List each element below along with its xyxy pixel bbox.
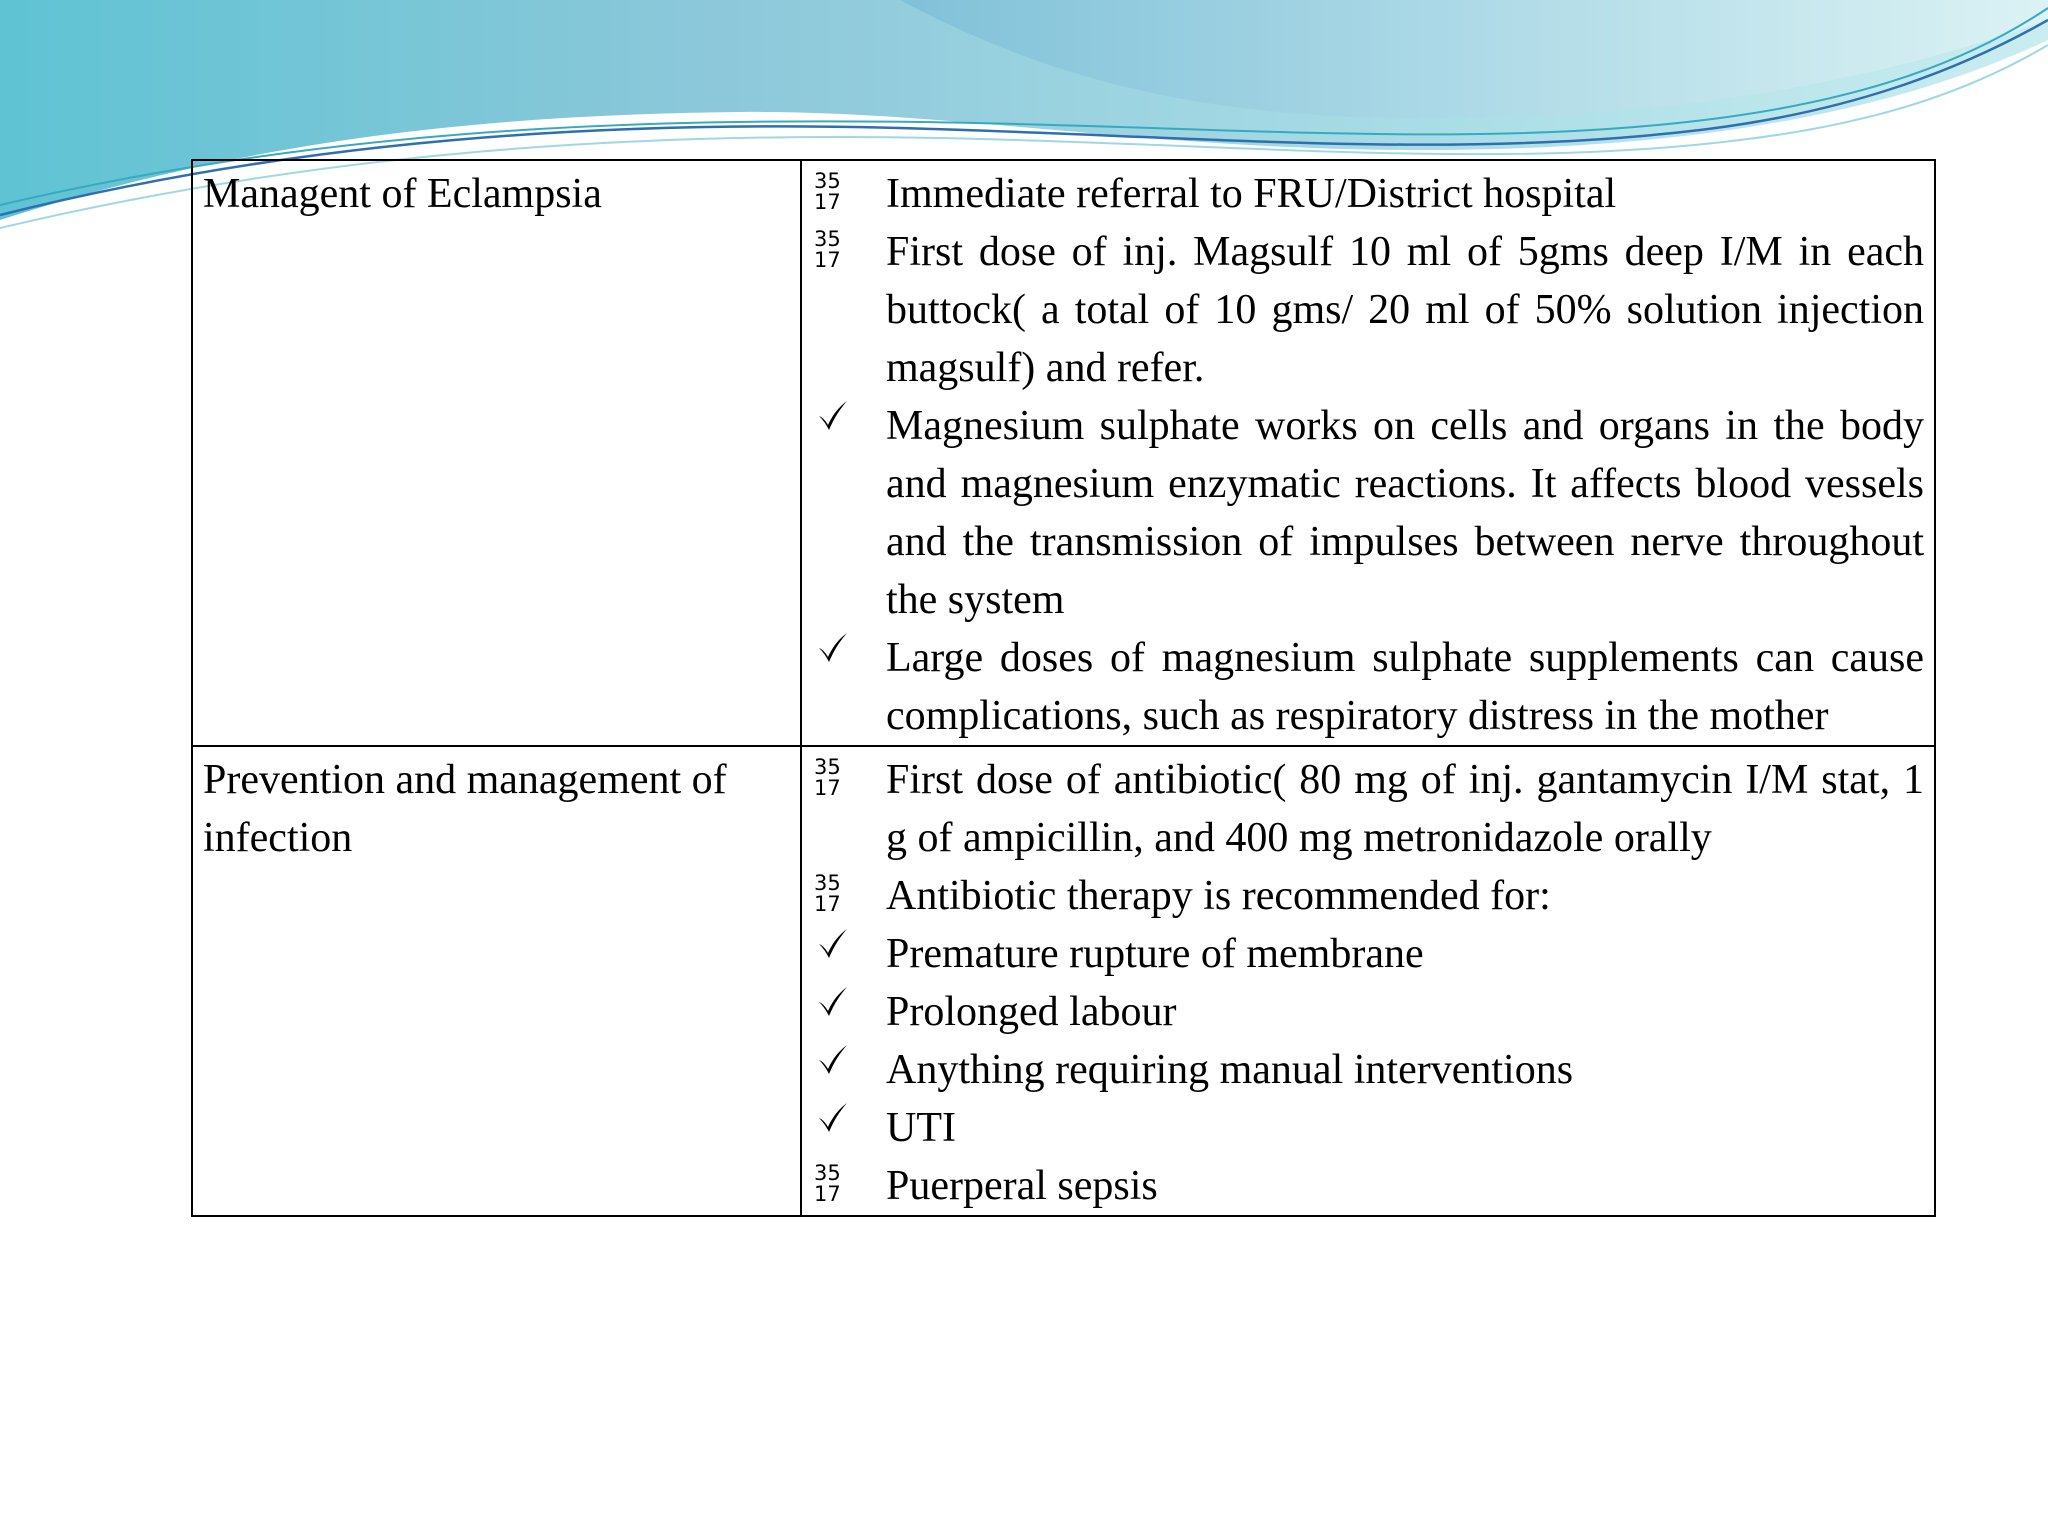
bullet-code-top: 35	[814, 1161, 841, 1185]
list-item	[812, 1157, 1924, 1215]
code-icon	[812, 165, 886, 223]
row-label-cell	[192, 160, 801, 746]
bullet-code-bottom: 17	[814, 1182, 841, 1206]
bullet-code-top: 35	[814, 755, 841, 779]
list-item-text: Antibiotic therapy is recommended for:	[886, 873, 1551, 919]
list-item	[812, 223, 1924, 397]
bullet-code-bottom: 17	[814, 776, 841, 800]
row-label: Managent of Eclampsia	[203, 171, 602, 217]
bullet-code-top: 35	[814, 227, 841, 251]
list-item	[812, 1099, 1924, 1157]
bullet-code-bottom: 17	[814, 892, 841, 916]
list-item	[812, 165, 1924, 223]
checkmark-icon	[812, 629, 886, 687]
list-item-text: Puerperal sepsis	[886, 1163, 1158, 1209]
list-item	[812, 867, 1924, 925]
code-icon	[812, 867, 886, 925]
list-item	[812, 925, 1924, 983]
list-item	[812, 397, 1924, 629]
list-item-text: Prolonged labour	[886, 989, 1177, 1035]
list-item-text: Anything requiring manual interventions	[886, 1047, 1574, 1093]
list-item	[812, 629, 1924, 745]
list-item	[812, 1041, 1924, 1099]
checkmark-icon	[812, 983, 886, 1041]
list-item-text: Magnesium sulphate works on cells and organs in the body and magnesium enzymatic reactions. It affects blood vessels and the transmission of impulses between nerve throughout the system	[886, 403, 1924, 623]
checkmark-icon	[812, 1099, 886, 1157]
checkmark-icon	[812, 397, 886, 455]
code-icon	[812, 223, 886, 281]
bullet-code-top: 35	[814, 871, 841, 895]
row-label: Prevention and management of infection	[203, 757, 727, 861]
row-label-cell	[192, 746, 801, 1216]
code-icon	[812, 1157, 886, 1215]
list-item	[812, 983, 1924, 1041]
list-item-text: Immediate referral to FRU/District hospital	[886, 171, 1617, 217]
code-icon	[812, 751, 886, 809]
row-detail-cell	[801, 160, 1935, 746]
bullet-code-bottom: 17	[814, 248, 841, 272]
list-item-text: Large doses of magnesium sulphate supplements can cause complications, such as respiratory distress in the mother	[886, 635, 1924, 739]
list-item-text: First dose of inj. Magsulf 10 ml of 5gms deep I/M in each buttock( a total of 10 gms/ 20 ml of 50% solution injection magsulf) and refer.	[886, 229, 1924, 391]
table-row-infection	[192, 746, 1935, 1216]
bullet-code-top: 35	[814, 169, 841, 193]
bullet-list	[812, 751, 1924, 1215]
list-item-text: UTI	[886, 1105, 956, 1151]
row-detail-cell	[801, 746, 1935, 1216]
table-row-eclampsia	[192, 160, 1935, 746]
bullet-code-bottom: 17	[814, 190, 841, 214]
list-item-text: First dose of antibiotic( 80 mg of inj. gantamycin I/M stat, 1 g of ampicillin, and 400 mg metronidazole orally	[886, 757, 1924, 861]
content-table	[191, 159, 1936, 1217]
table-body	[192, 160, 1935, 1216]
checkmark-icon	[812, 1041, 886, 1099]
list-item-text: Premature rupture of membrane	[886, 931, 1424, 977]
list-item	[812, 751, 1924, 867]
bullet-list	[812, 165, 1924, 745]
checkmark-icon	[812, 925, 886, 983]
